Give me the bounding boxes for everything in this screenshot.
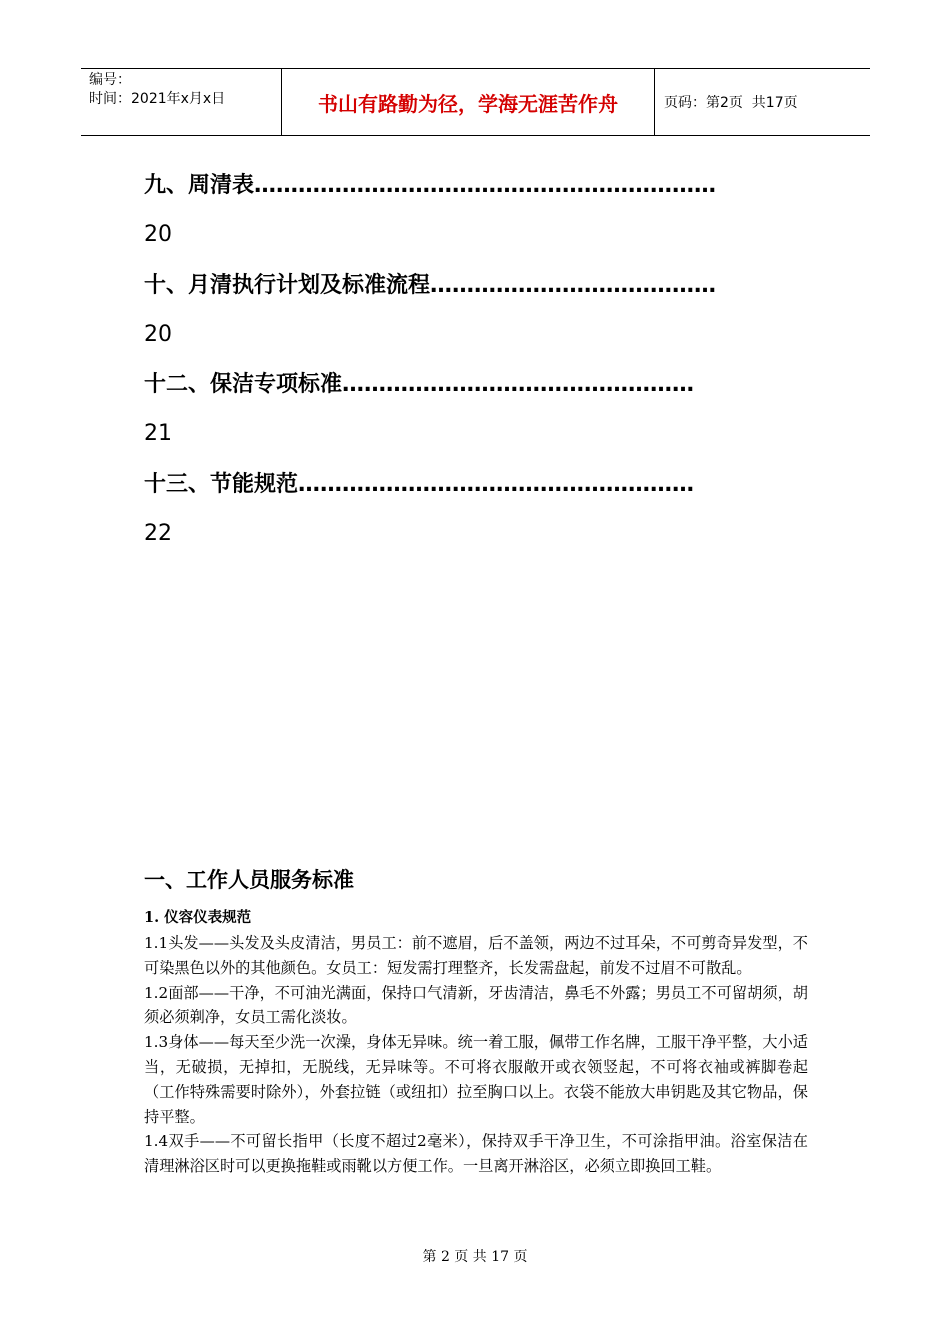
toc-entry-title: 九、周清表……………………………………………………… xyxy=(144,173,717,198)
section-body xyxy=(144,931,808,1179)
document-number-label: 编号： xyxy=(89,72,131,88)
toc-entry-page: 21 xyxy=(144,421,172,446)
toc-entry-title: 十三、节能规范……………………………………………… xyxy=(144,471,695,497)
toc-entry[interactable] xyxy=(144,166,806,266)
paragraph-hair: 1.1头发——头发及头皮清洁，男员工：前不遮眉，后不盖领，两边不过耳朵，不可剪奇异发型，不可染黑色以外的其他颜色。女员工：短发需打理整齐，长发需盘起，前发不过眉不可散乱。 xyxy=(144,934,808,977)
document-time-label: 时间：2021年x月x日 xyxy=(89,91,226,107)
paragraph-hands: 1.4双手——不可留长指甲（长度不超过2毫米），保持双手干净卫生，不可涂指甲油。浴室保洁在清理淋浴区时可以更换拖鞋或雨靴以方便工作。一旦离开淋浴区，必须立即换回工鞋。 xyxy=(144,1132,808,1176)
table-of-contents xyxy=(144,166,806,564)
header-left-cell xyxy=(81,69,282,135)
page-footer: 第 2 页 共 17 页 xyxy=(422,1249,528,1265)
toc-entry[interactable] xyxy=(144,365,806,465)
header-table xyxy=(81,68,870,136)
toc-entry[interactable] xyxy=(144,266,806,366)
header-motto: 书山有路勤为径，学海无涯苦作舟 xyxy=(282,69,655,135)
section-title: 一、工作人员服务标准 xyxy=(144,868,354,892)
header-page-info-cell xyxy=(655,69,870,135)
subsection-title: 1. 仪容仪表规范 xyxy=(144,909,252,926)
header-page-info: 页码：第2页 共17页 xyxy=(664,95,798,111)
paragraph-body: 1.3身体——每天至少洗一次澡，身体无异味。统一着工服，佩带工作名牌，工服干净平整，大小适当，无破损，无掉扣，无脱线，无异味等。不可将衣服敞开或衣领竖起，不可将衣袖或裤脚卷起（工作特殊需要时除外），外套拉链（或纽扣）拉至胸口以上。衣袋不能放大串钥匙及其它物品，保持平整。 xyxy=(144,1033,808,1126)
paragraph-face: 1.2面部——干净，不可油光满面，保持口气清新，牙齿清洁，鼻毛不外露；男员工不可留胡须，胡须必须剃净，女员工需化淡妆。 xyxy=(144,983,808,1027)
toc-entry-page: 22 xyxy=(144,520,172,546)
toc-entry[interactable] xyxy=(144,465,806,565)
toc-entry-title: 十二、保洁专项标准………………………………………… xyxy=(144,372,695,397)
toc-entry-page: 20 xyxy=(144,321,172,347)
toc-entry-title: 十、月清执行计划及标准流程………………………………… xyxy=(144,272,717,298)
toc-entry-page: 20 xyxy=(144,222,172,247)
